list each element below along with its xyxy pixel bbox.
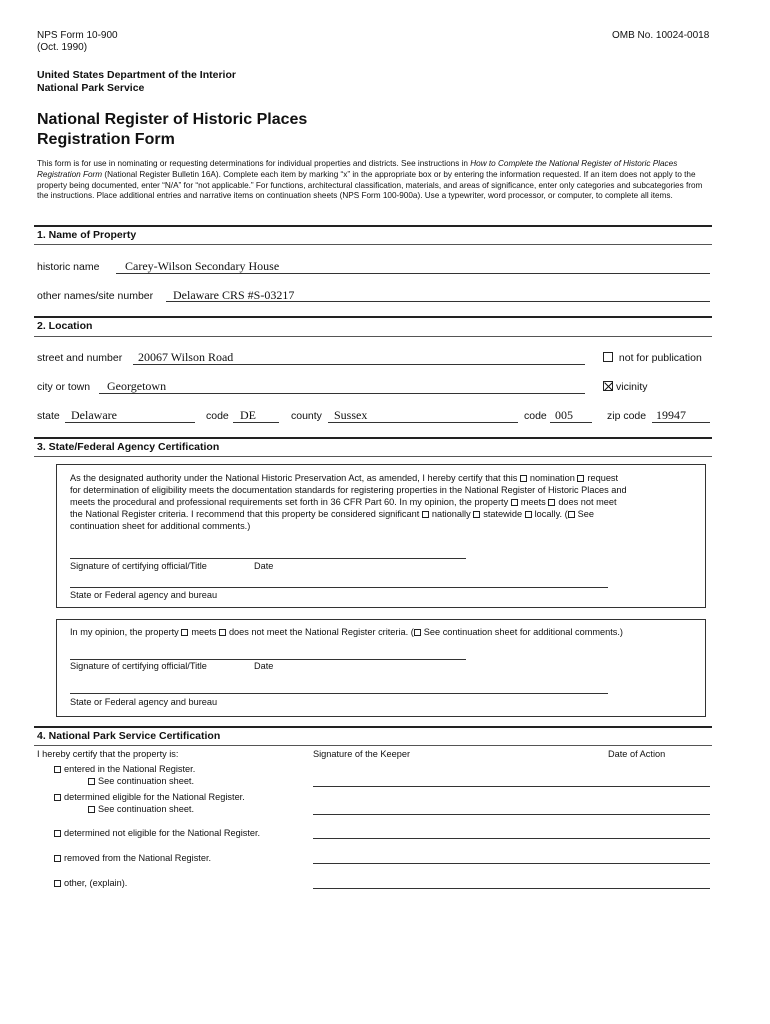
zip-field[interactable]: 19947: [656, 408, 686, 422]
certification-line-4: [70, 508, 695, 520]
instructions-text-2: (National Register Bulletin 16A). Complete each item by marking “x” in the appropriate box or by entering the information requested. If an item does not apply to the property being documented, enter “N/A” for “not applicable.” For functions, architectural classification, materials, and areas of significance, enter only categories and subcategories from the instructions. Place additional entries and narrative items on continuation sheets (NPS Form 100-900a). Use a typewriter, word processor, or computer, to complete all items.: [37, 169, 703, 201]
meets-checkbox[interactable]: [511, 499, 518, 506]
request-label: request: [587, 473, 619, 483]
section-1-title: 1. Name of Property: [37, 229, 137, 241]
section-3-rule-bottom: [34, 456, 712, 457]
keeper-signature-line-4[interactable]: [313, 863, 710, 864]
signature-label: Signature of certifying official/Title: [70, 561, 207, 571]
meets-label: meets: [520, 497, 546, 507]
page-title: National Register of Historic Places: [37, 111, 308, 128]
zip-underline: [652, 422, 710, 423]
certification-line-2: for determination of eligibility meets the documentation standards for registering properties in the National Register of Historic Places and: [70, 485, 627, 495]
date-of-action-label: Date of Action: [608, 749, 666, 759]
state-code-field[interactable]: DE: [240, 408, 256, 422]
request-checkbox[interactable]: [577, 475, 584, 482]
opinion-box: [56, 619, 706, 717]
opinion-text-start: In my opinion, the property: [70, 627, 182, 637]
certification-text: [70, 472, 695, 532]
instructions-bulletin-title: How to Complete the National Register of Historic Places Registration Form: [37, 159, 678, 179]
nomination-checkbox[interactable]: [520, 475, 527, 482]
street-underline: [133, 364, 585, 365]
omb-number: OMB No. 10024-0018: [612, 30, 710, 41]
city-field[interactable]: Georgetown: [107, 379, 167, 393]
nps-cert-intro: I hereby certify that the property is:: [37, 749, 179, 759]
entered-label: entered in the National Register.: [64, 764, 196, 774]
does-not-meet-label: does not meet: [558, 497, 617, 507]
county-code-underline: [550, 422, 592, 423]
historic-name-underline: [116, 273, 710, 274]
section-4-rule-bottom: [34, 745, 712, 746]
section-3-rule: [34, 437, 712, 439]
county-label: county: [291, 410, 322, 422]
nationally-checkbox[interactable]: [422, 511, 429, 518]
certification-line-1: [70, 472, 695, 484]
historic-name-label: historic name: [37, 261, 100, 273]
instructions-text-1: This form is for use in nominating or requesting determinations for individual properties and districts. See instructions in: [37, 159, 471, 168]
keeper-signature-line-1[interactable]: [313, 786, 710, 787]
keeper-label: Signature of the Keeper: [313, 749, 411, 759]
opinion-text: [70, 626, 623, 638]
section-2-title: 2. Location: [37, 320, 93, 332]
state-code-label: code: [206, 410, 229, 422]
keeper-signature-line-5[interactable]: [313, 888, 710, 889]
meets-label: meets: [191, 627, 217, 637]
keeper-signature-line-3[interactable]: [313, 838, 710, 839]
department: United States Department of the Interior: [37, 69, 236, 81]
keeper-signature-line-2[interactable]: [313, 814, 710, 815]
agency-label: State or Federal agency and bureau: [70, 697, 218, 707]
checkbox-icon[interactable]: [54, 766, 61, 773]
signature-label: Signature of certifying official/Title: [70, 661, 207, 671]
section-3-title: 3. State/Federal Agency Certification: [37, 441, 220, 453]
state-field[interactable]: Delaware: [71, 408, 117, 422]
does-not-meet-label: does not meet the National Register criteria. (: [228, 627, 414, 637]
cert-text: As the designated authority under the National Historic Preservation Act, as amended, I hereby certify that this: [70, 473, 520, 483]
cert-text: meets the procedural and professional requirements set forth in 36 CFR Part 60. In my opinion, the property: [70, 497, 511, 507]
not-for-publication-label: not for publication: [618, 352, 702, 364]
city-label: city or town: [37, 381, 91, 393]
does-not-meet-checkbox[interactable]: [548, 499, 555, 506]
section-4-title: 4. National Park Service Certification: [37, 730, 221, 742]
section-4-rule: [34, 726, 712, 728]
other-label: other, (explain).: [64, 878, 128, 888]
service: National Park Service: [37, 82, 145, 94]
checkbox-icon[interactable]: [54, 880, 61, 887]
city-underline: [99, 393, 585, 394]
certification-line-5: continuation sheet for additional comments.): [70, 521, 251, 531]
checkbox-icon[interactable]: [88, 778, 95, 785]
checkbox-icon[interactable]: [54, 855, 61, 862]
street-label: street and number: [37, 352, 123, 364]
agency-line[interactable]: [70, 587, 608, 588]
state-code-underline: [233, 422, 279, 423]
signature-line[interactable]: [70, 558, 466, 559]
state-label: state: [37, 410, 60, 422]
form-date: (Oct. 1990): [37, 42, 88, 53]
certification-line-3: [70, 496, 695, 508]
historic-name-field[interactable]: Carey-Wilson Secondary House: [125, 259, 280, 273]
county-code-field[interactable]: 005: [555, 408, 573, 422]
county-code-label: code: [524, 410, 547, 422]
entered-option[interactable]: [54, 764, 195, 774]
county-underline: [328, 422, 518, 423]
checkbox-icon[interactable]: [54, 830, 61, 837]
continuation-checkbox[interactable]: [414, 629, 421, 636]
checkbox-icon[interactable]: [54, 794, 61, 801]
checkbox-icon[interactable]: [603, 352, 613, 362]
street-field[interactable]: 20067 Wilson Road: [138, 350, 234, 364]
see-continuation-label: See continuation sheet for additional comments.): [423, 627, 623, 637]
other-names-underline: [166, 301, 710, 302]
vicinity-label: vicinity: [616, 381, 648, 393]
signature-line[interactable]: [70, 659, 466, 660]
see-continuation-option-2[interactable]: [88, 804, 194, 814]
continuation-checkbox[interactable]: [568, 511, 575, 518]
locally-checkbox[interactable]: [525, 511, 532, 518]
nationally-label: nationally: [431, 509, 471, 519]
removed-label: removed from the National Register.: [64, 853, 212, 863]
section-1-rule: [34, 225, 712, 227]
form-number: NPS Form 10-900: [37, 30, 118, 41]
see-continuation-label: See continuation sheet.: [98, 804, 195, 814]
eligible-option[interactable]: [54, 792, 245, 802]
other-names-field[interactable]: Delaware CRS #S-03217: [173, 288, 295, 302]
not-eligible-option[interactable]: [54, 828, 260, 838]
checkbox-icon[interactable]: [88, 806, 95, 813]
nomination-label: nomination: [529, 473, 575, 483]
see-label: See: [577, 509, 595, 519]
vicinity-checkbox[interactable]: [603, 381, 648, 393]
zip-label: zip code: [607, 410, 647, 422]
checked-box-icon[interactable]: [603, 381, 613, 391]
other-names-label: other names/site number: [37, 290, 154, 302]
not-eligible-label: determined not eligible for the National Register.: [64, 828, 261, 838]
agency-certification-box: [56, 464, 706, 608]
page-subtitle: Registration Form: [37, 131, 175, 148]
section-1-rule-bottom: [34, 244, 712, 245]
see-continuation-label: See continuation sheet.: [98, 776, 195, 786]
meets-checkbox[interactable]: [181, 629, 188, 636]
does-not-meet-checkbox[interactable]: [219, 629, 226, 636]
not-for-publication-checkbox[interactable]: [603, 352, 702, 364]
county-field[interactable]: Sussex: [334, 408, 368, 422]
see-continuation-option-1[interactable]: [88, 776, 194, 786]
agency-label: State or Federal agency and bureau: [70, 590, 218, 600]
removed-option[interactable]: [54, 853, 211, 863]
instructions: [37, 159, 709, 202]
date-label: Date: [254, 661, 274, 671]
date-label: Date: [254, 561, 274, 571]
locally-label: locally. (: [534, 509, 568, 519]
eligible-label: determined eligible for the National Register.: [64, 792, 245, 802]
cert-text: the National Register criteria. I recommend that this property be considered significant: [70, 509, 422, 519]
statewide-label: statewide: [483, 509, 523, 519]
agency-line[interactable]: [70, 693, 608, 694]
section-2-rule: [34, 316, 712, 318]
other-option[interactable]: [54, 878, 127, 888]
section-2-rule-bottom: [34, 336, 712, 337]
state-underline: [65, 422, 195, 423]
statewide-checkbox[interactable]: [473, 511, 480, 518]
